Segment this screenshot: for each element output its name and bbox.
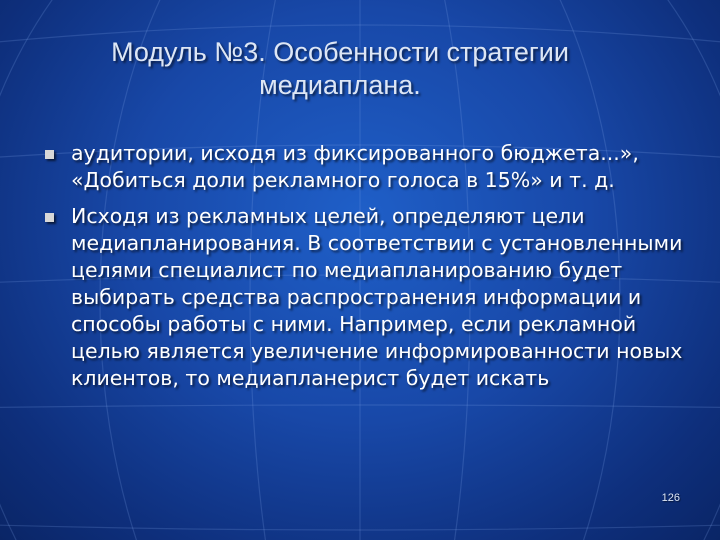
square-bullet-icon bbox=[45, 213, 54, 222]
page-number: 126 bbox=[661, 492, 680, 504]
bullet-text: аудитории, исходя из фиксированного бюджета...», «Добиться доли рекламного голоса в 15%» и т. д. bbox=[71, 141, 639, 192]
bullet-item bbox=[44, 140, 684, 194]
slide-title: Модуль №3. Особенности стратегии медиаплана. bbox=[111, 37, 569, 100]
bullet-text: Исходя из рекламных целей, определяют цели медиапланирования. В соответствии с установленными целями специалист по медиапланированию будет выбирать средства распространения информации и способы работы с ними. Например, если рекламной целью является увеличение информированности новых клиентов, то медиапланерист будет искать bbox=[71, 204, 683, 390]
bullet-item bbox=[44, 203, 684, 392]
bullet-list bbox=[44, 140, 684, 401]
square-bullet-icon bbox=[45, 150, 54, 159]
